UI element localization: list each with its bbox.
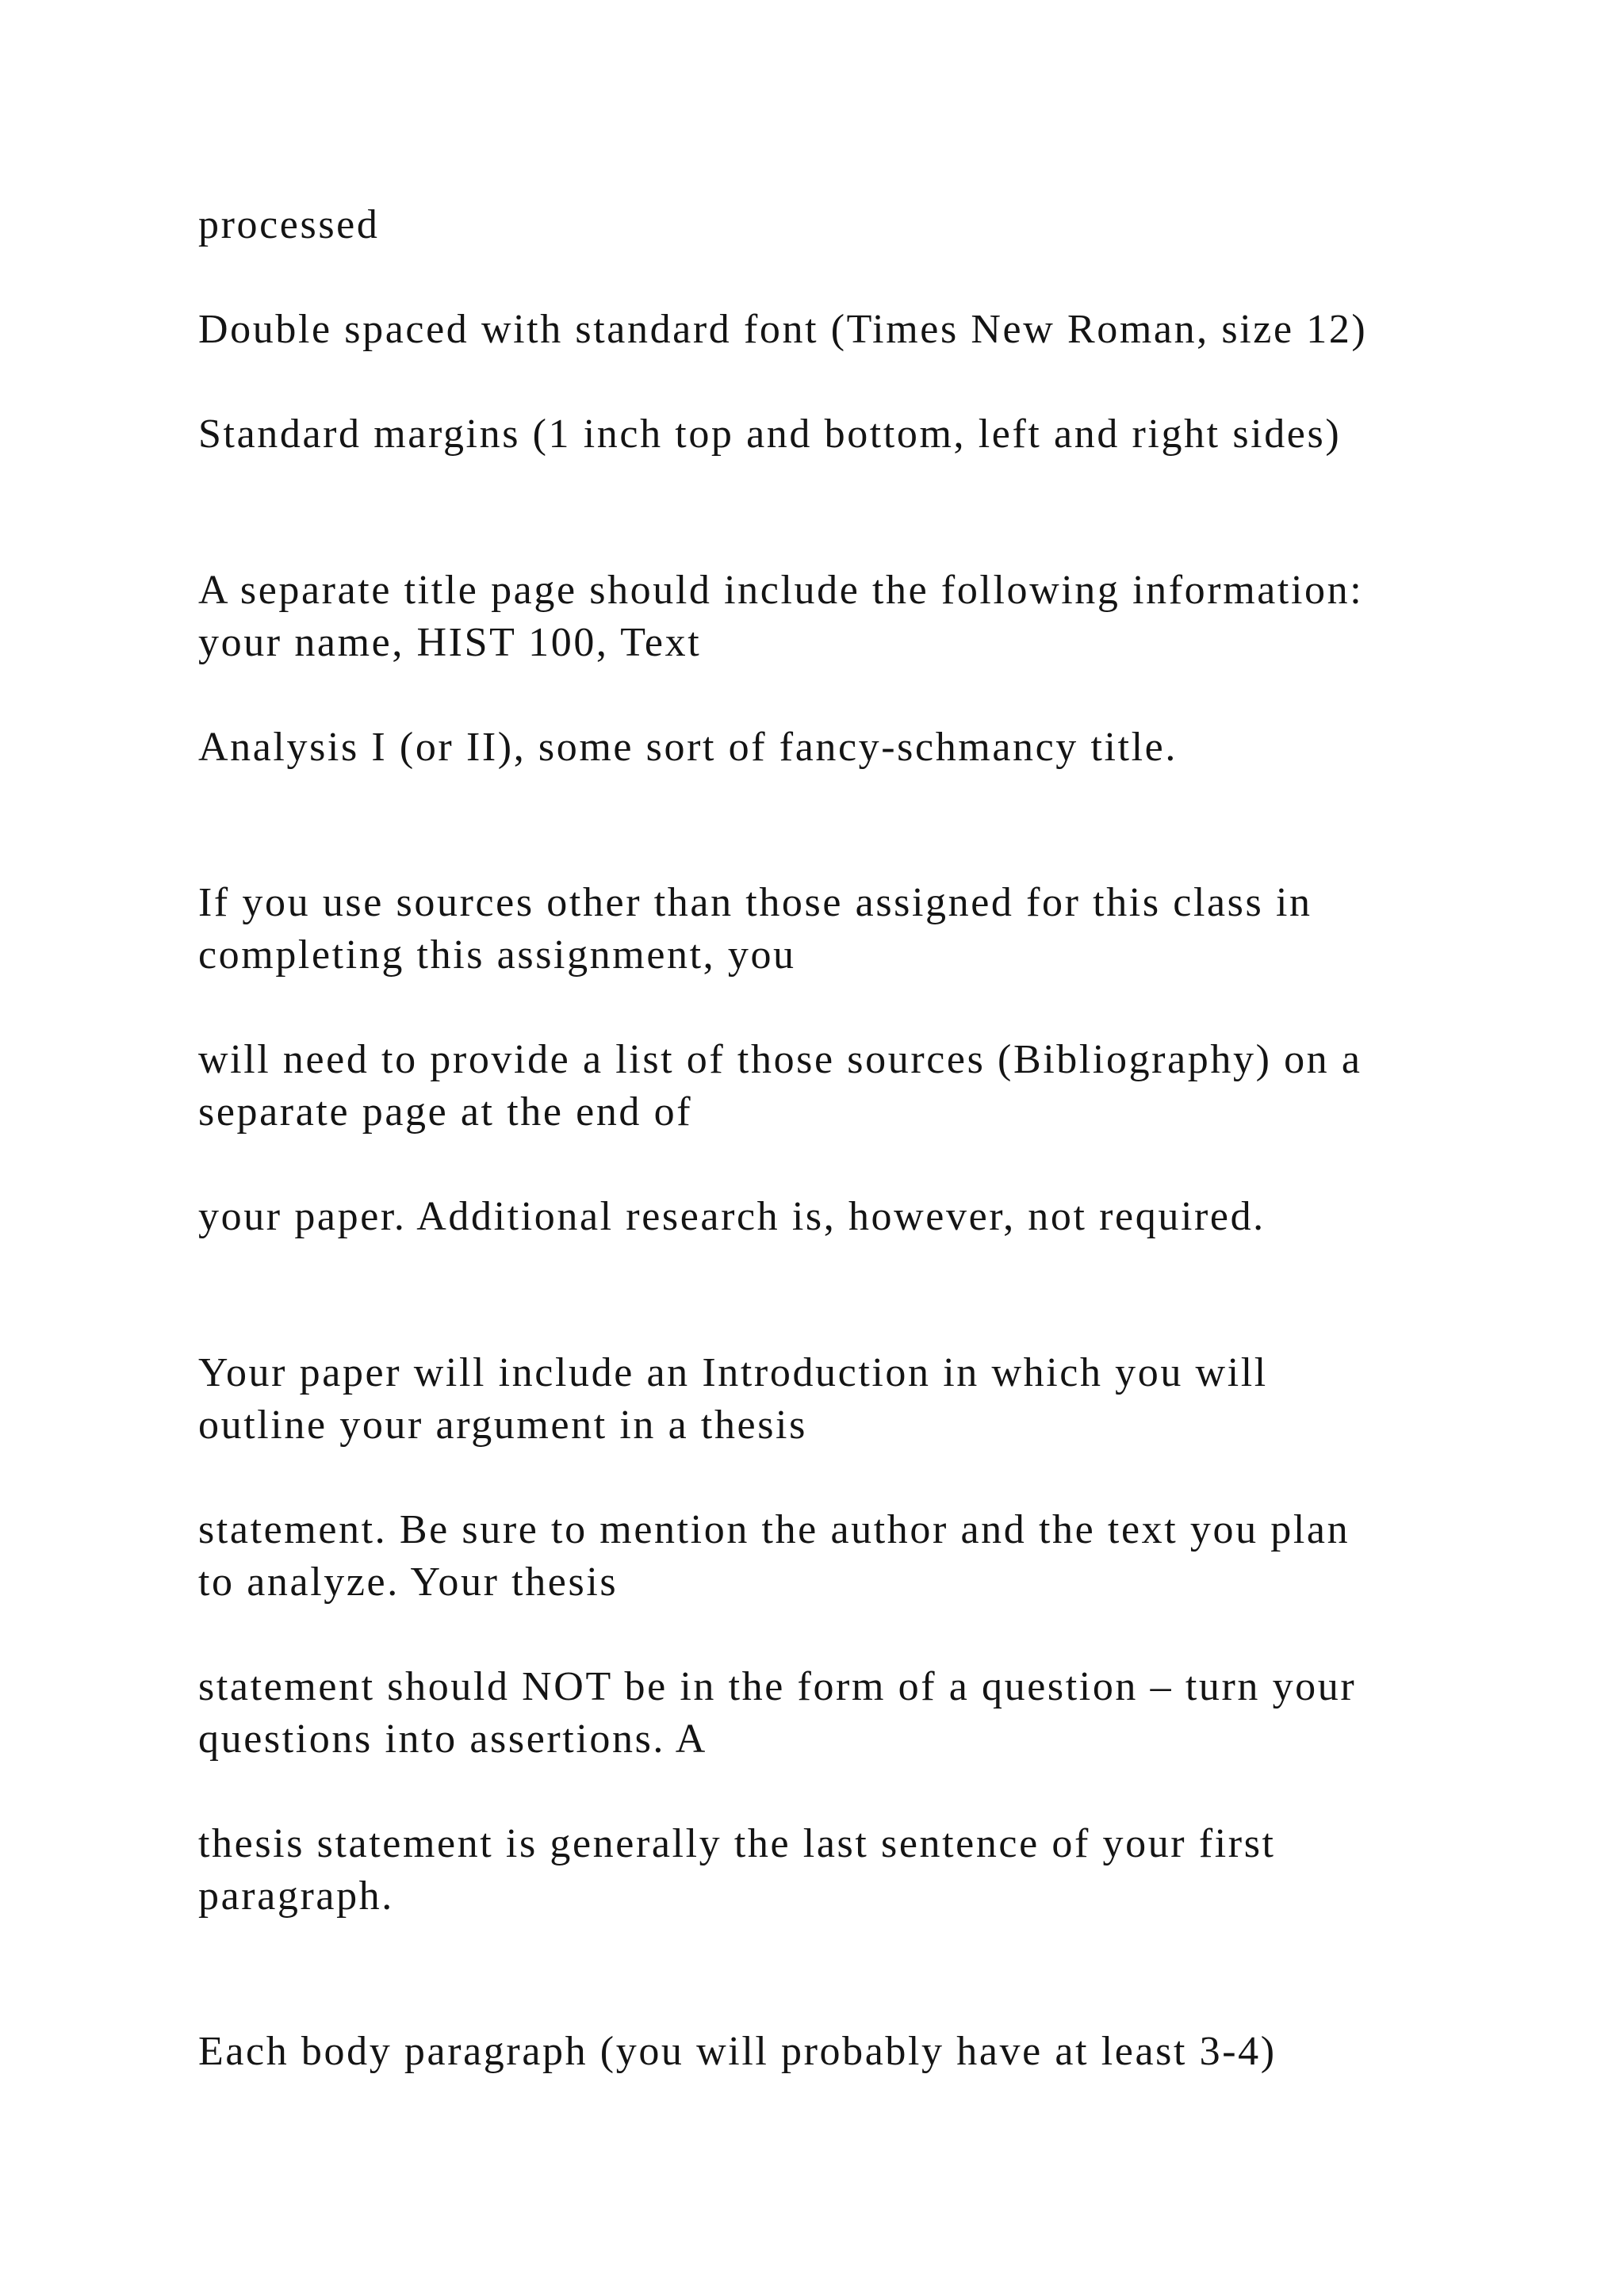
text-line: will need to provide a list of those sources (Bibliography) on a	[198, 1037, 1362, 1082]
text-line: processed	[198, 202, 380, 247]
text-line: your paper. Additional research is, however, not required.	[198, 1194, 1266, 1239]
text-line: statement should NOT be in the form of a question – turn your	[198, 1664, 1357, 1709]
text-line: statement. Be sure to mention the author and the text you plan	[198, 1507, 1350, 1552]
text-line: completing this assignment, you	[198, 932, 796, 978]
text-line: thesis statement is generally the last sentence of your first	[198, 1821, 1276, 1866]
text-line: outline your argument in a thesis	[198, 1402, 807, 1448]
text-line: A separate title page should include the following information:	[198, 568, 1364, 613]
text-line: questions into assertions. A	[198, 1716, 707, 1762]
text-line: Double spaced with standard font (Times New Roman, size 12)	[198, 307, 1368, 352]
text-line: Each body paragraph (you will probably have at least 3-4)	[198, 2029, 1277, 2074]
text-line: Analysis I (or II), some sort of fancy-schmancy title.	[198, 725, 1178, 770]
text-line: separate page at the end of	[198, 1089, 693, 1135]
text-line: Your paper will include an Introduction in which you will	[198, 1350, 1268, 1395]
text-line: paragraph.	[198, 1873, 394, 1919]
text-line: to analyze. Your thesis	[198, 1559, 619, 1605]
text-line: If you use sources other than those assigned for this class in	[198, 880, 1312, 925]
text-line: your name, HIST 100, Text	[198, 620, 702, 665]
text-line: Standard margins (1 inch top and bottom, left and right sides)	[198, 411, 1342, 457]
